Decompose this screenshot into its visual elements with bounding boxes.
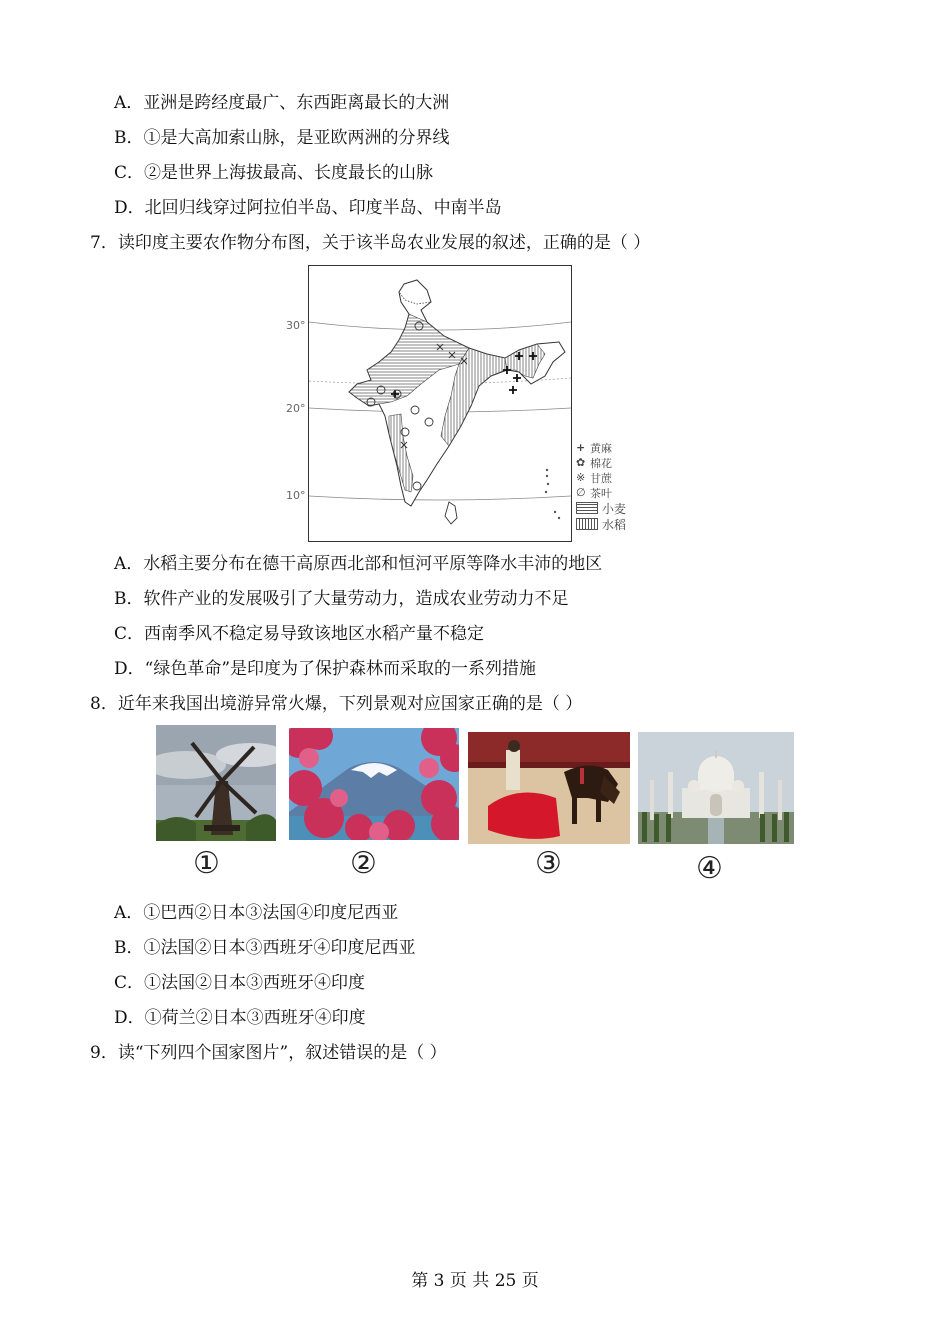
latitude-10-line — [309, 496, 571, 500]
legend-sugarcane: 甘蔗 — [590, 471, 612, 485]
india-crop-map — [308, 265, 572, 542]
legend-jute: 黄麻 — [590, 441, 612, 455]
legend-rice: 水稻 — [602, 517, 627, 532]
q7-option-a: A．水稻主要分布在德干高原西北部和恒河平原等降水丰沛的地区 — [114, 554, 603, 574]
rice-swatch — [576, 518, 598, 530]
q8-option-a: A．①巴西②日本③法国④印度尼西亚 — [114, 903, 399, 923]
legend-cotton: 棉花 — [590, 456, 612, 470]
legend-tea: 茶叶 — [590, 486, 612, 500]
taj-mahal-photo — [638, 732, 794, 844]
photo-label-4: ④ — [696, 851, 723, 886]
q8-option-b: B．①法国②日本③西班牙④印度尼西亚 — [114, 938, 416, 958]
photo-label-3: ③ — [535, 846, 562, 881]
legend-wheat: 小麦 — [602, 501, 627, 516]
q7-stem: 7．读印度主要农作物分布图，关于该半岛农业发展的叙述，正确的是（ ） — [90, 233, 651, 253]
lat-20-label: 20° — [286, 402, 306, 415]
photo-label-1: ① — [193, 846, 220, 881]
q7-option-b: B．软件产业的发展吸引了大量劳动力，造成农业劳动力不足 — [114, 589, 569, 609]
latitude-30-line — [309, 322, 571, 330]
map-legend — [576, 440, 626, 532]
q7-option-c: C．西南季风不稳定易导致该地区水稻产量不稳定 — [114, 624, 485, 644]
q9-stem: 9．读“下列四个国家图片”，叙述错误的是（ ） — [90, 1043, 447, 1063]
india-map-svg — [309, 266, 571, 541]
lat-10-label: 10° — [286, 489, 306, 502]
q8-option-d: D．①荷兰②日本③西班牙④印度 — [114, 1008, 366, 1028]
page-footer: 第 3 页 共 25 页 — [411, 1271, 539, 1291]
bullfight-photo — [468, 732, 630, 844]
q6-option-d: D．北回归线穿过阿拉伯半岛、印度半岛、中南半岛 — [114, 198, 502, 218]
q6-option-b: B．①是大高加索山脉，是亚欧两洲的分界线 — [114, 128, 450, 148]
q8-stem: 8．近年来我国出境游异常火爆，下列景观对应国家正确的是（ ） — [90, 694, 583, 714]
cotton-icon: ✿ — [576, 456, 586, 469]
sri-lanka — [445, 502, 457, 524]
q7-option-d: D．“绿色革命”是印度为了保护森林而采取的一系列措施 — [114, 659, 537, 679]
jute-icon: + — [576, 441, 586, 454]
photo-label-2: ② — [350, 846, 377, 881]
lat-30-label: 30° — [286, 319, 306, 332]
q8-option-c: C．①法国②日本③西班牙④印度 — [114, 973, 366, 993]
sugarcane-icon: ※ — [576, 471, 586, 484]
tea-icon: ∅ — [576, 486, 586, 499]
wheat-swatch — [576, 502, 598, 514]
fuji-photo — [289, 728, 459, 840]
windmill-photo — [156, 725, 276, 841]
q6-option-a: A．亚洲是跨经度最广、东西距离最长的大洲 — [114, 93, 450, 113]
q6-option-c: C．②是世界上海拔最高、长度最长的山脉 — [114, 163, 434, 183]
